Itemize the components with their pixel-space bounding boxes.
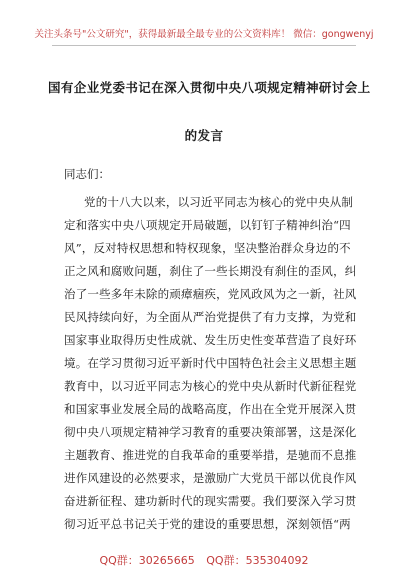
greeting: 同志们： (64, 167, 110, 181)
qq-group-2: QQ群：535304092 (206, 554, 309, 567)
body-line: 主题教育、推进党的自我革命的重要举措，是驰而不息推 (64, 448, 357, 462)
body-line: 定和落实中央八项规定开局破题，以钉钉子精神纠治“四 (64, 218, 351, 232)
body-line: 境。在学习贯彻习近平新时代中国特色社会主义思想主题 (64, 356, 357, 370)
body-line: 党的十八大以来，以习近平同志为核心的党中央从制 (84, 195, 354, 209)
body-line: 奋进新征程、建功新时代的现实需要。我们要深入学习贯 (64, 494, 357, 508)
footer-qq-groups (0, 552, 408, 568)
body-line: 和国家事业发展全局的战略高度，作出在全党开展深入贯 (64, 402, 357, 416)
body-line: 进作风建设的必然要求，是激励广大党员干部以优良作风 (64, 471, 357, 485)
header-notice: 关注头条号"公文研究"，获得最新最全最专业的公文资料库！ 微信：gongwenyj (34, 29, 374, 40)
document-title-line-1: 国有企业党委书记在深入贯彻中央八项规定精神研讨会上 (48, 80, 371, 95)
body-line: 治了一些多年未除的顽瘴痼疾，党风政风为之一新，社风 (64, 287, 357, 301)
body-line: 民风持续向好，为全面从严治党提供了有力支撑，为党和 (64, 310, 357, 324)
body-line: 彻习近平总书记关于党的建设的重要思想，深刻领悟“两 (64, 517, 351, 531)
body-line: 正之风和腐败问题，刹住了一些长期没有刹住的歪风，纠 (64, 264, 357, 278)
header-divider (52, 45, 356, 46)
document-title-line-2: 的发言 (184, 128, 224, 143)
body-line: 风”，反对特权思想和特权现象，坚决整治群众身边的不 (64, 241, 351, 255)
body-line: 教育中，以习近平同志为核心的党中央从新时代新征程党 (64, 379, 357, 393)
qq-group-1: QQ群：30265665 (99, 554, 195, 567)
body-line: 彻中央八项规定精神学习教育的重要决策部署，这是深化 (64, 425, 357, 439)
body-line: 国家事业取得历史性成就、发生历史性变革营造了良好环 (64, 333, 357, 347)
